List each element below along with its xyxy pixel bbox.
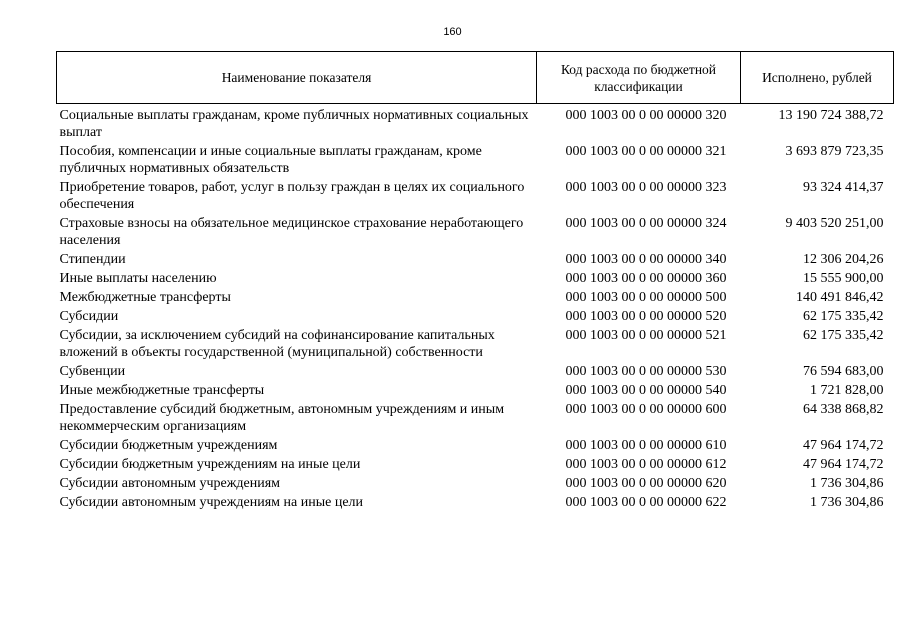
table-body bbox=[57, 104, 894, 514]
table-row bbox=[57, 308, 894, 327]
row-name: Субсидии автономным учреждениям bbox=[59, 476, 281, 491]
row-code: 000 1003 00 0 00 00000 540 bbox=[565, 383, 727, 398]
table-row bbox=[57, 401, 894, 437]
row-code: 000 1003 00 0 00 00000 340 bbox=[565, 252, 727, 267]
page-number: 160 bbox=[443, 26, 462, 38]
table-row bbox=[57, 363, 894, 382]
row-name: Субвенции bbox=[59, 364, 126, 379]
row-amount: 15 555 900,00 bbox=[803, 271, 884, 286]
row-code: 000 1003 00 0 00 00000 620 bbox=[565, 476, 727, 491]
table-row bbox=[57, 327, 894, 363]
row-name: Предоставление субсидий бюджетным, автономным учреждениям и иным некоммерческим организациям bbox=[59, 402, 505, 434]
row-code: 000 1003 00 0 00 00000 360 bbox=[565, 271, 727, 286]
header-name: Наименование показателя bbox=[57, 52, 537, 104]
row-amount: 47 964 174,72 bbox=[803, 438, 884, 453]
row-amount: 76 594 683,00 bbox=[803, 364, 884, 379]
row-name: Межбюджетные трансферты bbox=[59, 290, 231, 305]
row-code: 000 1003 00 0 00 00000 521 bbox=[565, 328, 727, 343]
table-row bbox=[57, 215, 894, 251]
table-row bbox=[57, 289, 894, 308]
row-code: 000 1003 00 0 00 00000 320 bbox=[565, 108, 727, 123]
row-amount: 12 306 204,26 bbox=[803, 252, 884, 267]
row-amount: 62 175 335,42 bbox=[803, 328, 884, 343]
table-row bbox=[57, 104, 894, 144]
row-amount: 140 491 846,42 bbox=[796, 290, 884, 305]
row-amount: 47 964 174,72 bbox=[803, 457, 884, 472]
row-name: Иные межбюджетные трансферты bbox=[59, 383, 265, 398]
row-amount: 64 338 868,82 bbox=[803, 402, 884, 417]
row-code: 000 1003 00 0 00 00000 323 bbox=[565, 180, 727, 195]
row-amount: 13 190 724 388,72 bbox=[778, 108, 884, 123]
table-row bbox=[57, 494, 894, 513]
row-code: 000 1003 00 0 00 00000 520 bbox=[565, 309, 727, 324]
row-amount: 1 721 828,00 bbox=[810, 383, 884, 398]
row-code: 000 1003 00 0 00 00000 610 bbox=[565, 438, 727, 453]
row-amount: 1 736 304,86 bbox=[810, 476, 884, 491]
row-code: 000 1003 00 0 00 00000 500 bbox=[565, 290, 727, 305]
row-name: Субсидии bbox=[59, 309, 119, 324]
row-code: 000 1003 00 0 00 00000 321 bbox=[565, 144, 727, 159]
row-name: Пособия, компенсации и иные социальные выплаты гражданам, кроме публичных нормативных обязательств bbox=[59, 144, 482, 176]
row-name: Субсидии бюджетным учреждениям на иные цели bbox=[59, 457, 361, 472]
row-code: 000 1003 00 0 00 00000 600 bbox=[565, 402, 727, 417]
row-code: 000 1003 00 0 00 00000 324 bbox=[565, 216, 727, 231]
table-row bbox=[57, 251, 894, 270]
row-name: Страховые взносы на обязательное медицинское страхование неработающего населения bbox=[59, 216, 524, 248]
budget-execution-table bbox=[56, 51, 894, 513]
row-amount: 62 175 335,42 bbox=[803, 309, 884, 324]
header-executed: Исполнено, рублей bbox=[741, 52, 894, 104]
row-amount: 93 324 414,37 bbox=[803, 180, 884, 195]
row-name: Социальные выплаты гражданам, кроме публичных нормативных социальных выплат bbox=[59, 108, 529, 140]
table-row bbox=[57, 143, 894, 179]
row-name: Субсидии автономным учреждениям на иные цели bbox=[59, 495, 364, 510]
table-row bbox=[57, 270, 894, 289]
table-header bbox=[57, 52, 894, 104]
table-row bbox=[57, 437, 894, 456]
table-row bbox=[57, 179, 894, 215]
row-amount: 9 403 520 251,00 bbox=[785, 216, 884, 231]
table-row bbox=[57, 382, 894, 401]
row-name: Иные выплаты населению bbox=[59, 271, 217, 286]
row-amount: 3 693 879 723,35 bbox=[785, 144, 884, 159]
row-name: Приобретение товаров, работ, услуг в пользу граждан в целях их социального обеспечения bbox=[59, 180, 525, 212]
header-code: Код расхода по бюджетной классификации bbox=[537, 52, 741, 104]
row-name: Субсидии бюджетным учреждениям bbox=[59, 438, 278, 453]
row-amount: 1 736 304,86 bbox=[810, 495, 884, 510]
row-code: 000 1003 00 0 00 00000 622 bbox=[565, 495, 727, 510]
table-row bbox=[57, 456, 894, 475]
row-name: Стипендии bbox=[59, 252, 126, 267]
row-name: Субсидии, за исключением субсидий на софинансирование капитальных вложений в объекты государственной (муниципальной) собственности bbox=[59, 328, 495, 360]
row-code: 000 1003 00 0 00 00000 612 bbox=[565, 457, 727, 472]
table-row bbox=[57, 475, 894, 494]
row-code: 000 1003 00 0 00 00000 530 bbox=[565, 364, 727, 379]
header-row bbox=[57, 52, 894, 104]
